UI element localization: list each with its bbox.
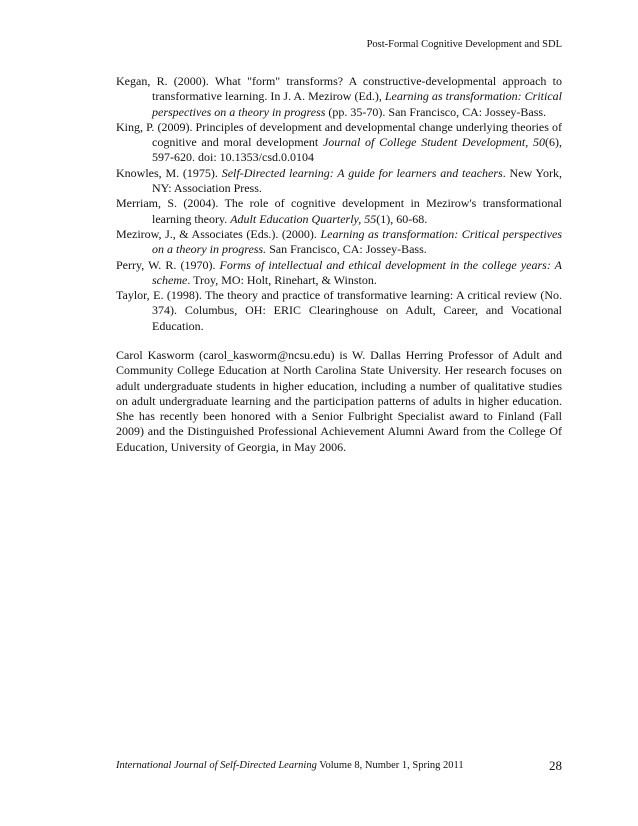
page-footer [116,757,562,775]
footer-journal-name: International Journal of Self-Directed Learning [116,760,317,771]
reference-text: King, P. (2009). Principles of development and developmental change underlying theories of cognitive and moral development [116,119,562,150]
reference-text: Knowles, M. (1975). [116,165,222,180]
running-head: Post-Formal Cognitive Development and SDL [366,39,562,50]
reference-title: Learning as transformation: Critical perspectives on a theory in progress. [152,226,563,257]
reference-title: Learning as transformation: Critical perspectives on a theory in progress [152,89,562,119]
reference-kegan [116,74,562,120]
reference-text: . New York, NY: Association Press. [152,165,562,196]
reference-text: (1), 60-68. [376,211,428,226]
reference-text: (pp. 35-70). San Francisco, CA: Jossey-Bass. [325,104,547,119]
reference-list [116,74,562,334]
reference-text: (6), 597-620. doi: 10.1353/csd.0.0104 [152,135,562,165]
reference-perry [116,258,562,289]
author-bio: Carol Kasworm (carol_kasworm@ncsu.edu) is W. Dallas Herring Professor of Adult and Community College Education at North Carolina State University. Her research focuses on adult undergraduate students in higher education, including a number of qualitative studies on adult undergraduate learning and the participation patterns of adults in higher education. She has recently been honored with a Senior Fulbright Specialist award to Finland (Fall 2009) and the Distinguished Professional Achievement Alumni Award from the College Of Education, University of Georgia, in May 2006. [116,348,562,454]
reference-text: Kegan, R. (2000). What "form" transforms? A constructive-developmental approach to transformative learning. In J. A. Mezirow (Ed.), [116,74,562,104]
reference-text: Mezirow, J., & Associates (Eds.). (2000). [116,226,321,241]
page-number: 28 [549,758,562,773]
reference-knowles [116,166,562,197]
reference-text: . Troy, MO: Holt, Rinehart, & Winston. [187,272,377,287]
reference-text: Perry, W. R. (1970). [116,257,220,272]
reference-title: Adult Education Quarterly, 55 [230,211,377,226]
reference-text: San Francisco, CA: Jossey-Bass. [266,242,427,257]
reference-title: Forms of intellectual and ethical development in the college years: A scheme [152,257,562,287]
reference-taylor [116,288,562,334]
reference-mezirow [116,227,562,258]
reference-text: Taylor, E. (1998). The theory and practice of transformative learning: A critical review (No. 374). Columbus, OH: ERIC Clearinghouse on Adult, Career, and Vocational Education. [116,288,562,333]
footer-issue: Volume 8, Number 1, Spring 2011 [316,760,464,771]
reference-king [116,120,562,166]
reference-title: Self-Directed learning: A guide for learners and teachers [221,165,503,180]
reference-merriam [116,196,562,227]
reference-title: Journal of College Student Development, 50 [322,135,545,150]
reference-text: Merriam, S. (2004). The role of cognitive development in Mezirow's transformational learning theory. [116,196,562,226]
